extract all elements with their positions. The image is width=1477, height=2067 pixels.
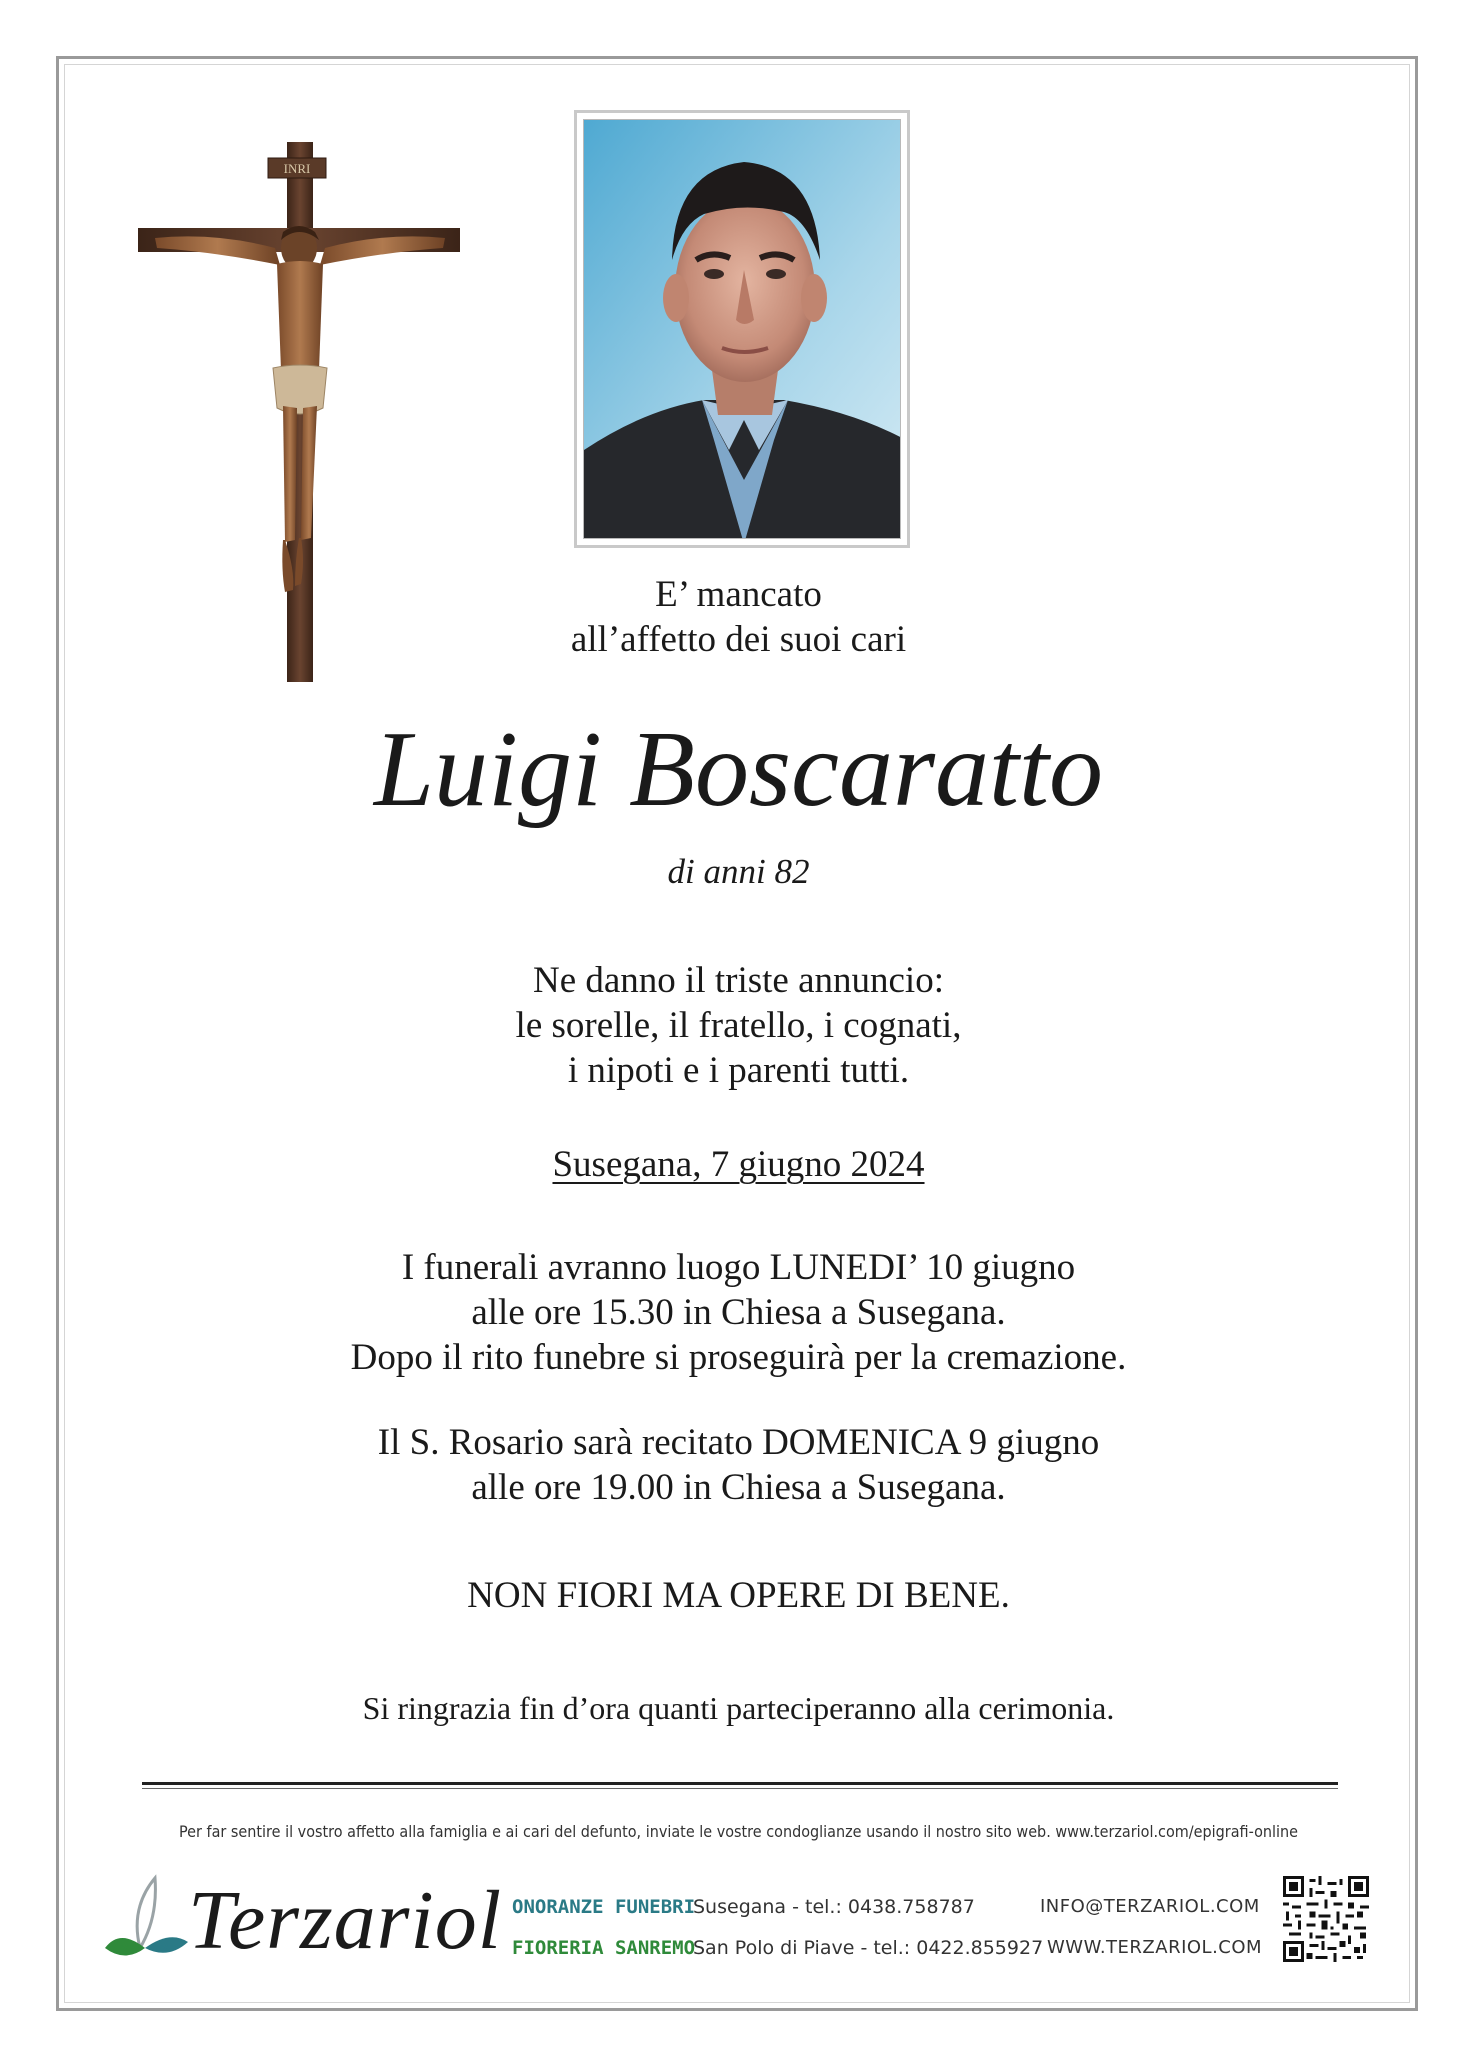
svg-text:INRI: INRI: [283, 161, 311, 176]
funeral-line-1: I funerali avranno luogo LUNEDI’ 10 giugno: [401, 1247, 1076, 1288]
funeral-info: [0, 1245, 1477, 1380]
announcement-line-3: i nipoti e i parenti tutti.: [567, 1050, 910, 1091]
announcement-line-1: Ne danno il triste annuncio:: [532, 960, 944, 1001]
leaf-logo-icon: [100, 1868, 190, 1978]
qr-code[interactable]: [1283, 1876, 1369, 1962]
intro-line-2: all’affetto dei suoi cari: [570, 619, 907, 660]
flowers-request: NON FIORI MA OPERE DI BENE.: [467, 1575, 1010, 1616]
footer-divider-thin: [142, 1788, 1338, 1789]
condolence-notice[interactable]: Per far sentire il vostro affetto alla famiglia e ai cari del defunto, inviate le vostre condoglianze usando il nostro sito web. www.terzariol.com/epigrafi-online: [178, 1822, 1299, 1841]
phone-san-polo[interactable]: San Polo di Piave - tel.: 0422.855927: [693, 1937, 1044, 1959]
announcement-line-2: le sorelle, il fratello, i cognati,: [515, 1005, 962, 1046]
rosary-line-2: alle ore 19.00 in Chiesa a Susegana.: [471, 1467, 1006, 1508]
portrait-frame: [574, 110, 910, 548]
portrait-image: [584, 120, 901, 539]
funeral-line-3: Dopo il rito funebre si proseguirà per la cremazione.: [350, 1337, 1127, 1378]
rosary-line-1: Il S. Rosario sarà recitato DOMENICA 9 giugno: [377, 1422, 1100, 1463]
website-link[interactable]: WWW.TERZARIOL.COM: [1047, 1937, 1263, 1958]
footer-divider: [142, 1782, 1338, 1785]
intro-text: [0, 572, 1477, 662]
deceased-name: Luigi Boscaratto: [373, 710, 1104, 829]
place-date: [0, 1143, 1477, 1186]
funeral-line-2: alle ore 15.30 in Chiesa a Susegana.: [471, 1292, 1006, 1333]
thanks-text: Si ringrazia fin d’ora quanti parteciperanno alla cerimonia.: [362, 1690, 1115, 1726]
terzariol-logo[interactable]: [100, 1868, 510, 1978]
announcement: [0, 958, 1477, 1093]
email-link[interactable]: INFO@TERZARIOL.COM: [1040, 1896, 1260, 1917]
deceased-age: di anni 82: [667, 852, 810, 891]
brand-fioreria: FIORERIA SANREMO: [512, 1937, 696, 1959]
rosary-info: [0, 1420, 1477, 1510]
phone-susegana[interactable]: Susegana - tel.: 0438.758787: [693, 1896, 975, 1918]
intro-line-1: E’ mancato: [655, 574, 822, 615]
portrait-photo: [583, 119, 901, 539]
brand-onoranze: ONORANZE FUNEBRI: [512, 1896, 696, 1918]
place-date-text: Susegana, 7 giugno 2024: [552, 1144, 925, 1185]
logo-text: Terzariol: [188, 1874, 503, 1967]
